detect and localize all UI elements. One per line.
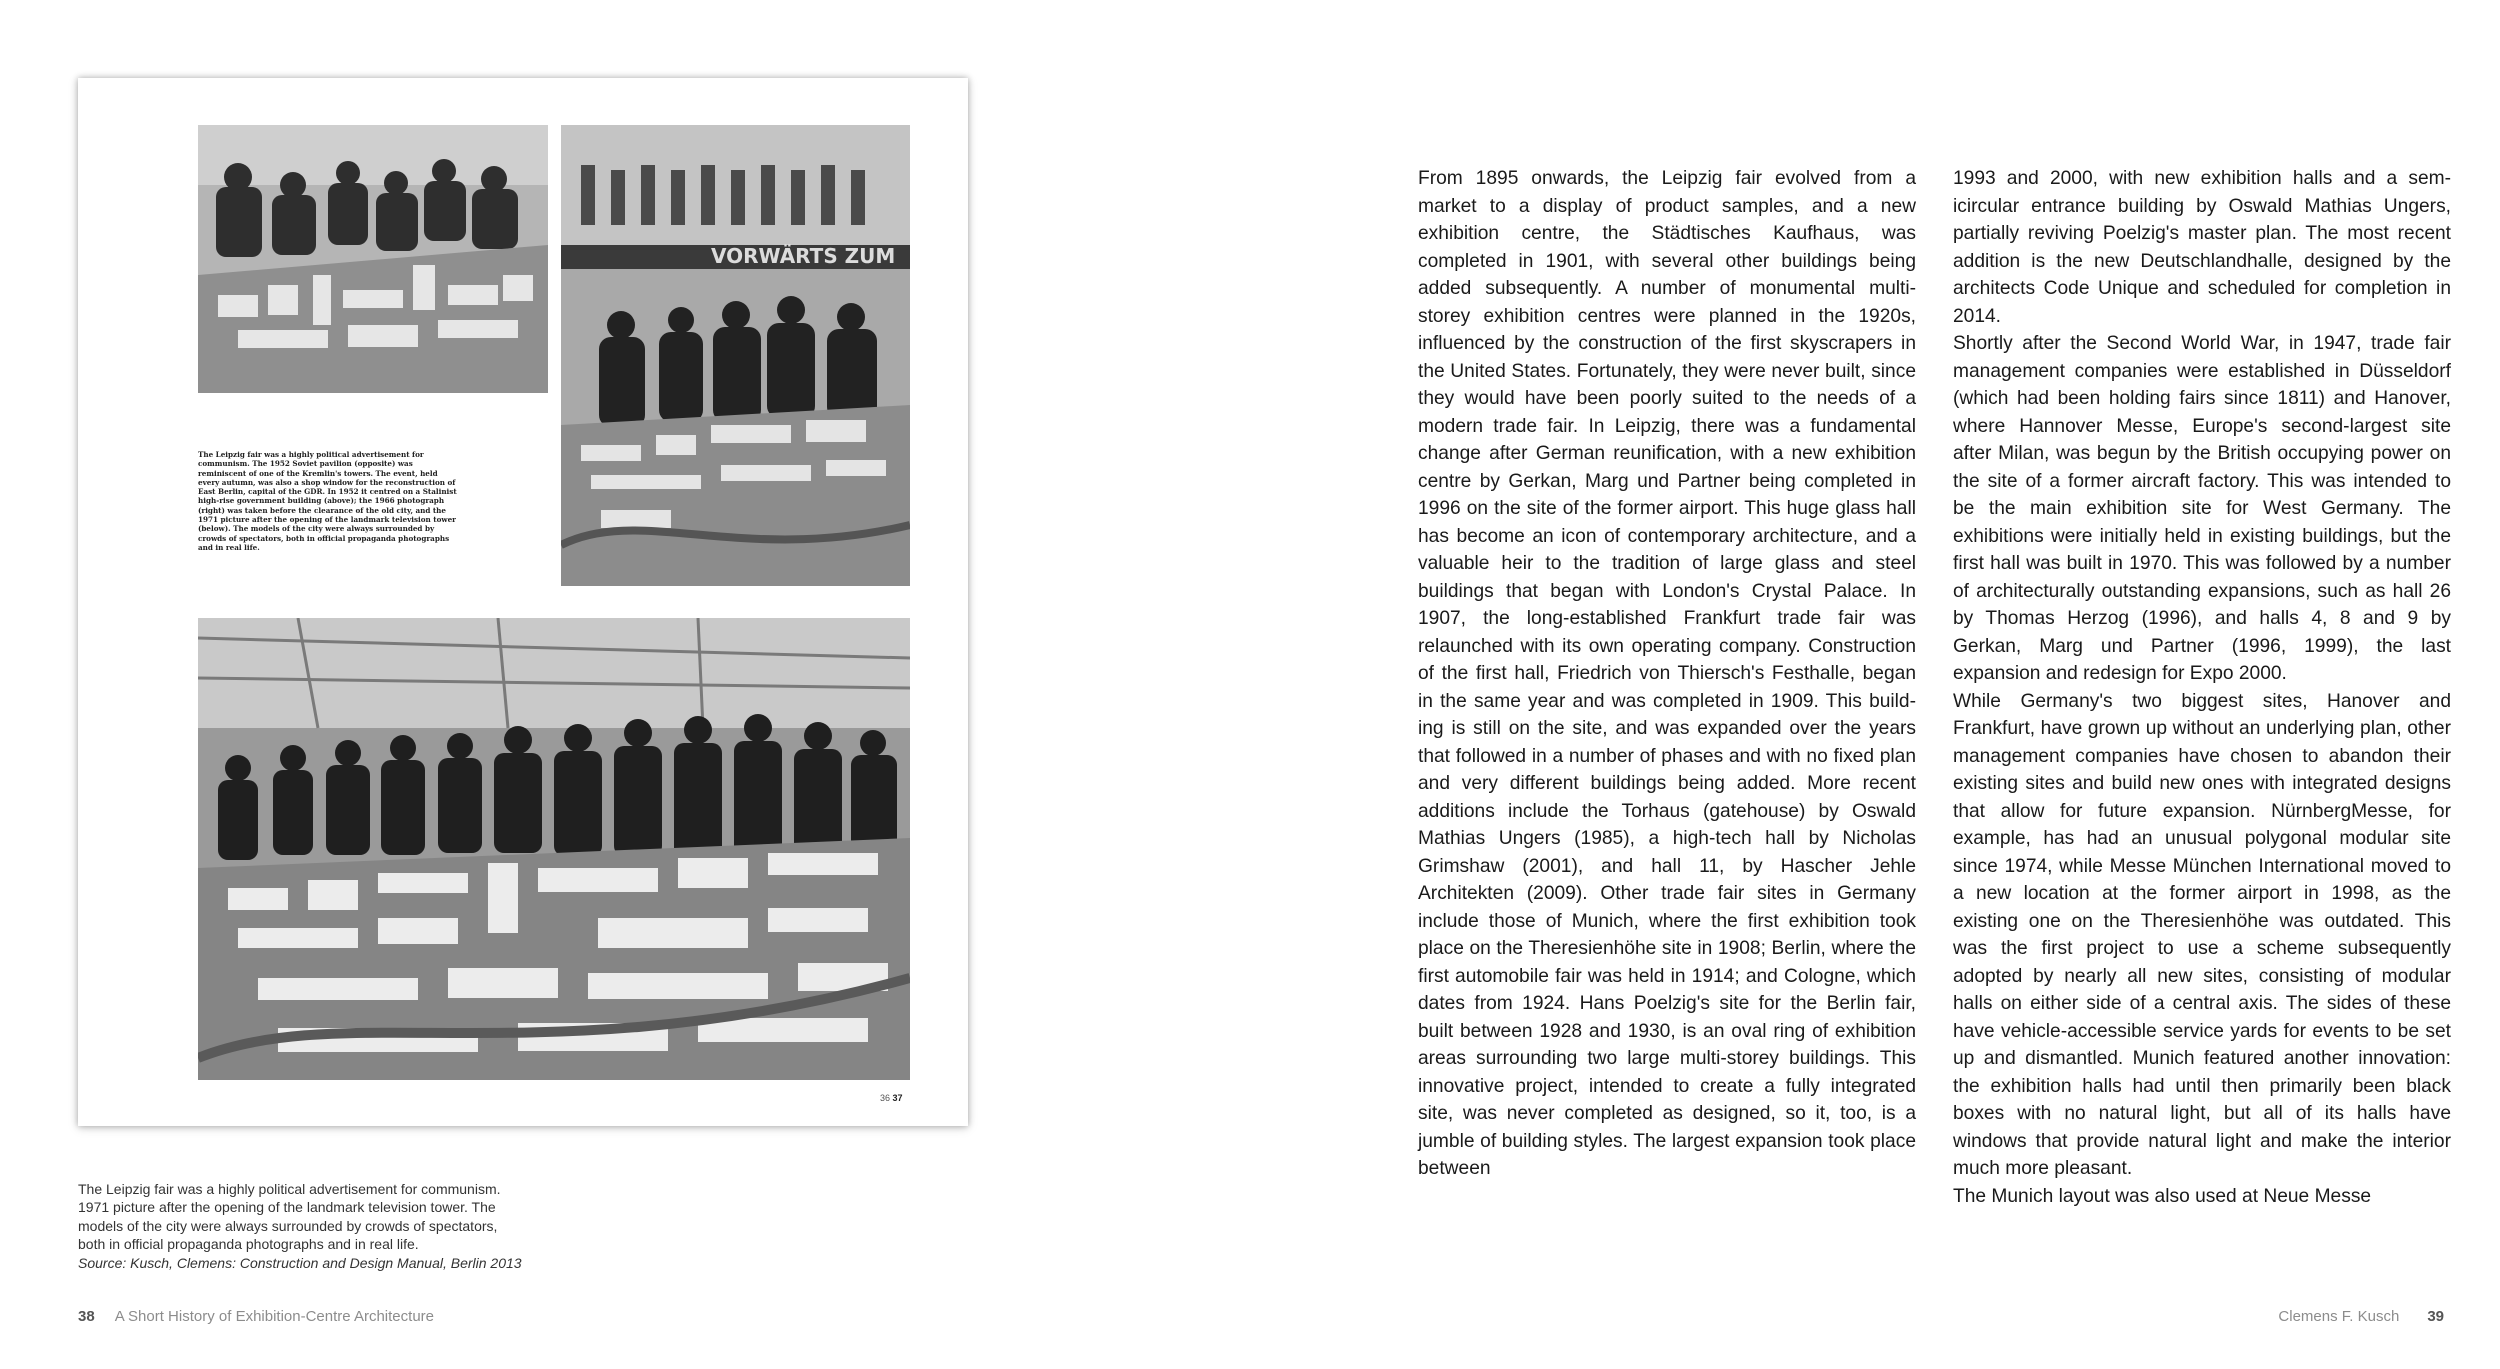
body-column-1 [1418, 165, 1916, 1183]
caption-line: models of the city were always surrounded by crowds of spectators, [78, 1217, 498, 1234]
reproduced-spread-plate [78, 78, 968, 1126]
page-number-left: 38 [78, 1308, 95, 1325]
figure-caption [78, 1180, 598, 1272]
caption-line: The Leipzig fair was a highly political advertisement for communism. [78, 1181, 501, 1197]
photo-city-model-1952 [198, 125, 548, 393]
plate-folio [880, 1093, 903, 1103]
running-title: A Short History of Exhibition-Centre Architecture [114, 1308, 434, 1325]
photo-city-model-1966 [561, 125, 910, 586]
footer-left [78, 1308, 434, 1325]
caption-line: both in official propaganda photographs and in real life. [78, 1236, 419, 1253]
footer-right [2278, 1308, 2444, 1325]
body-paragraph: The Munich layout was also used at Neue Messe [1953, 1185, 2372, 1207]
plate-caption: The Leipzig fair was a highly political advertisement for communism. The 1952 Soviet pavilion (opposite) was reminiscent of one of the Kremlin's towers. The event, held every autumn, was also a shop window for the reconstruction of East Berlin, capital of the GDR. In 1952 it centred on a Stalinist high-rise government building (above); the 1966 photograph (right) was taken before the clearance of the old city, and the 1971 picture after the opening of the landmark television tower (below). The models of the city were always surrounded by crowds of spectators, both in official propaganda photographs and in real life. [198, 450, 457, 552]
body-paragraph: From 1895 onwards, the Leipzig fair evolved from a market to a display of product samples, and a new exhibition centre, the Städtisches Kaufhaus, was completed in 1901, with several other buildings being added subsequently. A number of monumental multi-storey exhibition centres were planned in the 1920s, influenced by the construction of the first skyscrapers in the United States. Fortunately, they were never built, since they would have been poorly suited to the needs of a modern trade fair. In Leipzig, there was a fundamental change after German reunification, with a new exhibition centre by Gerkan, Marg und Partner being completed in 1996 on the site of the former airport. This huge glass hall has become an icon of contemporary architecture, and a valuable heir to the tradition of large glass and steel buildings that began with London's Crystal Palace. In 1907, the long-established Frankfurt trade fair was relaunched with its own operating company. Construction of the first hall, Friedrich von Thiersch's Festhalle, began in the same year and was completed in 1909. This building is still on the site, and was expanded over the years that followed in a number of phases and with no fixed plan and very different buildings being added. More recent additions include the Torhaus (gatehouse) by Oswald Mathias Ungers (1985), a high-tech hall by Nicholas Grimshaw (2001), and hall 11, by Hascher Jehle Architekten (2009). Other trade fair sites in Germany include those of Munich, where the first exhibition took place on the Theresienhöhe site in 1908; Berlin, where the first automobile fair was held in 1914; and Cologne, which dates from 1924. Hans Poelzig's site for the Berlin fair, built between 1928 and 1930, is an oval ring of exhibition areas surrounding two large multi-storey buildings. This innovative project, intended to create a fully integrated site, was never completed as designed, so it, too, is a jumble of building styles. The largest expansion took place between [1418, 168, 1916, 1179]
body-column-2 [1953, 165, 2451, 1210]
plate-folio-right: 37 [892, 1093, 903, 1103]
caption-line: 1971 picture after the opening of the landmark television tower. The [78, 1199, 496, 1216]
photo-city-model-1971 [198, 618, 910, 1080]
page-number-right: 39 [2427, 1308, 2444, 1325]
body-paragraph: While Germany's two biggest sites, Hanover and Frankfurt, have grown up without an underlying plan, other management companies have chosen to abandon their existing sites and build new ones with integrated designs that allow for future expansion. NürnbergMesse, for example, has had an unusual polygonal modular site since 1974, while Messe München International moved to a new location at the former airport in 1998, as the existing one on the Theresienhöhe was outdated. This was the first project to use a scheme subsequently adopted by nearly all new sites, consisting of modular halls on either side of a central axis. The sides of these have vehicle-accessible service yards for events to be set up and dismantled. Munich featured another innovation: the exhibition halls had until then primarily been black boxes with no natural light, but all of its halls have windows that provide natural light and make the interior much more pleasant. [1953, 690, 2451, 1179]
body-paragraph: Shortly after the Second World War, in 1947, trade fair management companies were established in Düsseldorf (which had been holding fairs since 1811) and Hanover, where Hannover Messe, Europe's second-largest site after Milan, was begun by the British occupying power on the site of a former aircraft factory. This was intended to be the main exhibition site for West Germany. The exhibitions were initially held in existing buildings, but the first hall was built in 1970. This was followed by a number of architecturally outstanding expansions, such as hall 26 by Thomas Herzog (1996), and halls 4, 8 and 9 by Gerkan, Marg und Partner (1996, 1999), the last expansion and redesign for Expo 2000. [1953, 333, 2451, 684]
plate-folio-left: 36 [880, 1093, 891, 1103]
banner-text: VORWÄRTS ZUM [711, 244, 896, 268]
body-paragraph: 1993 and 2000, with new exhibition halls and a semicircular entrance building by Oswald Mathias Ungers, partially reviving Poelzig's master plan. The most recent addition is the new Deutschlandhalle, designed by the architects Code Unique and scheduled for completion in 2014. [1953, 168, 2451, 327]
caption-source: Source: Kusch, Clemens: Construction and Design Manual, Berlin 2013 [78, 1254, 522, 1271]
running-author: Clemens F. Kusch [2278, 1308, 2400, 1325]
